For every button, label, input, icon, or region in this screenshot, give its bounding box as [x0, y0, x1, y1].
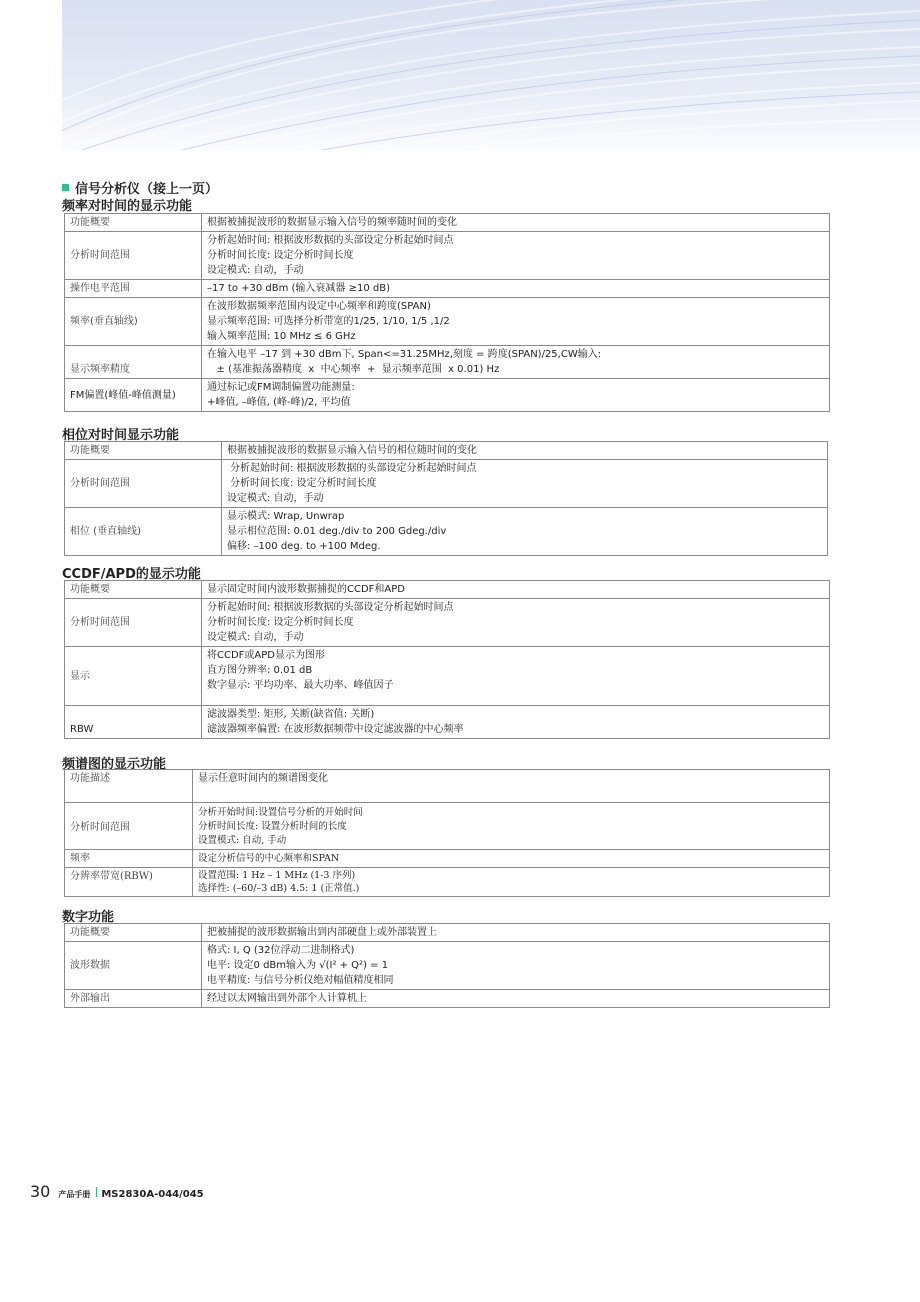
page-footer	[30, 1182, 204, 1201]
row-value: 偏移: –100 deg. to +100 Mdeg.	[227, 541, 381, 552]
green-square-bullet-icon	[62, 184, 69, 191]
row-key: 频率	[65, 850, 193, 868]
row-key: 功能概要	[65, 214, 202, 232]
row-value: 数字显示: 平均功率、最大功率、峰值因子	[207, 680, 394, 691]
table-row	[65, 942, 830, 990]
table-row	[65, 379, 830, 412]
row-value: 经过以太网输出到外部个人计算机上	[207, 993, 367, 1004]
table-row	[65, 298, 830, 346]
row-value: 分析时间长度: 设定分析时间长度	[230, 478, 377, 489]
row-key: 功能描述	[65, 770, 193, 803]
row-key: 分析时间范围	[65, 803, 193, 850]
table-row	[65, 850, 830, 868]
row-value: 根据被捕捉波形的数据显示输入信号的相位随时间的变化	[227, 445, 477, 456]
row-value: 设定模式: 自动，手动	[207, 265, 304, 276]
table-row	[65, 599, 830, 647]
row-key: 显示	[65, 647, 202, 706]
row-value: 分析开始时间:设置信号分析的开始时间	[198, 807, 363, 818]
row-value: 设置模式: 自动, 手动	[198, 835, 287, 846]
table-row	[65, 924, 830, 942]
row-value: 分析时间长度: 设定分析时间长度	[207, 250, 354, 261]
row-value: 格式: I, Q (32位浮动二进制格式)	[207, 945, 355, 956]
row-value: 直方图分辨率: 0.01 dB	[207, 665, 313, 676]
doc-label: 产品手册	[58, 1190, 91, 1199]
row-value: ± (基准振荡器精度 x 中心频率 + 显示频率范围 x 0.01) Hz	[207, 364, 500, 375]
table-row	[65, 990, 830, 1008]
row-key: 操作电平范围	[65, 280, 202, 298]
row-value: 选择性: (–60/–3 dB) 4.5: 1 (正常值.)	[198, 883, 360, 894]
section-title-phase-vs-time: 相位对时间显示功能	[62, 428, 180, 443]
row-value: 电平精度: 与信号分析仪绝对幅值精度相同	[207, 975, 394, 986]
spec-table-freq-vs-time	[64, 213, 830, 412]
spec-table-ccdf-apd	[64, 580, 830, 739]
table-row	[65, 868, 830, 897]
section-title-digital: 数字功能	[62, 910, 115, 925]
section-title-ccdf-apd: CCDF/APD的显示功能	[62, 567, 201, 582]
row-key: 功能概要	[65, 442, 222, 460]
row-value: –17 to +30 dBm (输入衰减器 ≥10 dB)	[207, 283, 391, 294]
section-title-freq-vs-time: 频率对时间的显示功能	[62, 199, 193, 214]
row-value: 分析时间长度: 设置分析时间的长度	[198, 821, 347, 832]
row-value: 分析时间长度: 设定分析时间长度	[207, 617, 354, 628]
table-row	[65, 706, 830, 739]
table-row	[65, 442, 828, 460]
row-value: 分析起始时间: 根据波形数据的头部设定分析起始时间点	[230, 463, 477, 474]
model-number: MS2830A-044/045	[101, 1189, 204, 1200]
row-key: FM偏置(峰值-峰值测量)	[65, 379, 202, 412]
row-key: 频率(垂直轴线)	[65, 298, 202, 346]
row-value: 滤波器频率偏置: 在波形数据频带中设定滤波器的中心频率	[207, 724, 464, 735]
table-row	[65, 460, 828, 508]
row-value: 把被捕捉的波形数据输出到内部硬盘上或外部装置上	[207, 927, 437, 938]
spec-table-spectrogram	[64, 769, 830, 897]
table-row	[65, 232, 830, 280]
row-key: 波形数据	[65, 942, 202, 990]
row-key: 功能概要	[65, 581, 202, 599]
row-key: 分析时间范围	[65, 232, 202, 280]
row-key: 分辨率带宽(RBW)	[65, 868, 193, 897]
row-value: 设定模式: 自动，手动	[227, 493, 324, 504]
row-key: 分析时间范围	[65, 460, 222, 508]
row-value: 显示模式: Wrap, Unwrap	[227, 511, 345, 522]
row-key: RBW	[65, 706, 202, 739]
row-key: 分析时间范围	[65, 599, 202, 647]
header-banner	[62, 0, 920, 150]
row-value: 电平: 设定0 dBm输入为 √(I² + Q²) = 1	[207, 960, 389, 971]
table-row	[65, 508, 828, 556]
spec-table-digital	[64, 923, 830, 1008]
row-value: 分析起始时间: 根据波形数据的头部设定分析起始时间点	[207, 602, 454, 613]
section-title-spectrogram: 频谱图的显示功能	[62, 757, 167, 772]
row-value: 滤波器类型: 矩形, 关断(缺省值: 关断)	[207, 709, 375, 720]
row-value: 将CCDF或APD显示为图形	[207, 650, 325, 661]
row-key: 显示频率精度	[65, 346, 202, 379]
row-value: 显示频率范围: 可选择分析带宽的1/25, 1/10, 1/5 ,1/2	[207, 316, 450, 327]
row-key: 功能概要	[65, 924, 202, 942]
table-row	[65, 803, 830, 850]
row-value: +峰值, –峰值, (峰-峰)/2, 平均值	[207, 397, 351, 408]
row-value: 输入频率范围: 10 MHz ≤ 6 GHz	[207, 331, 356, 342]
wave-pattern-graphic	[62, 0, 920, 150]
table-row	[65, 581, 830, 599]
table-row	[65, 647, 830, 706]
table-row	[65, 770, 830, 803]
row-key: 相位 (垂直轴线)	[65, 508, 222, 556]
table-row	[65, 280, 830, 298]
row-value: 设置范围: 1 Hz – 1 MHz (1-3 序列)	[198, 870, 356, 881]
table-row	[65, 346, 830, 379]
row-value: 根据被捕捉波形的数据显示输入信号的频率随时间的变化	[207, 217, 457, 228]
row-value: 设定模式: 自动，手动	[207, 632, 304, 643]
spec-table-phase-vs-time	[64, 441, 828, 556]
footer-divider	[96, 1187, 97, 1197]
row-value: 分析起始时间: 根据波形数据的头部设定分析起始时间点	[207, 235, 454, 246]
row-value: 在输入电平 –17 到 +30 dBm下, Span<=31.25MHz,刻度 = 跨度(SPAN)/25,CW输入:	[207, 349, 602, 360]
row-value: 显示固定时间内波形数据捕捉的CCDF和APD	[207, 584, 405, 595]
row-value: 显示相位范围: 0.01 deg./div to 200 Gdeg./div	[227, 526, 447, 537]
row-value	[198, 786, 824, 801]
row-value: 通过标记或FM调制偏置功能测量:	[207, 382, 355, 393]
row-key: 外部输出	[65, 990, 202, 1008]
row-value: 显示任意时间内的频谱图变化	[198, 773, 328, 784]
row-value: 在波形数据频率范围内设定中心频率和跨度(SPAN)	[207, 301, 431, 312]
page-title-text: 信号分析仪（接上一页）	[75, 182, 219, 197]
row-value: 设定分析信号的中心频率和SPAN	[198, 853, 340, 864]
table-row	[65, 214, 830, 232]
page-number: 30	[30, 1182, 51, 1201]
